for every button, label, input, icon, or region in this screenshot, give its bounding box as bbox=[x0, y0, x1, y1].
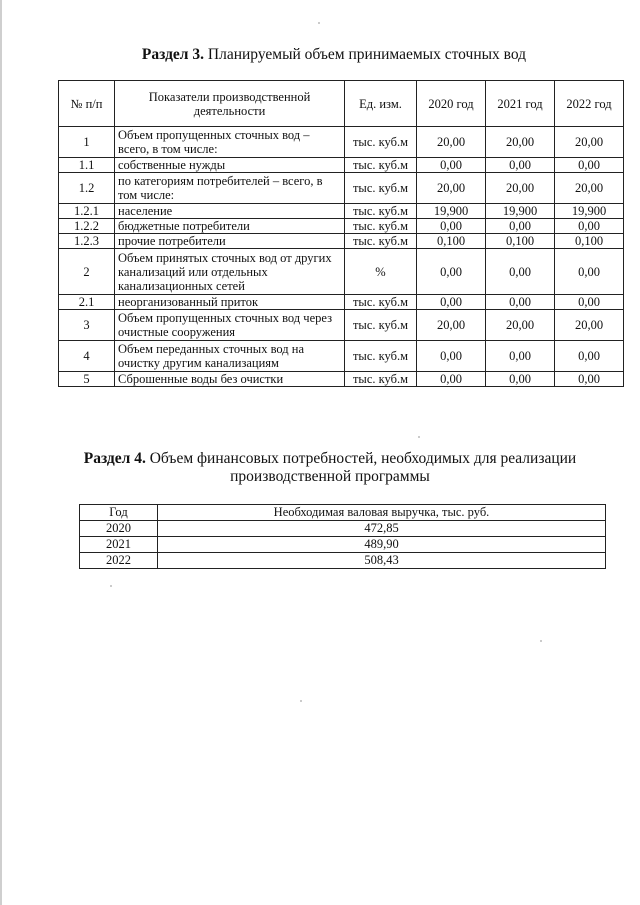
table-cell: по категориям потребителей – всего, в том числе: bbox=[115, 173, 345, 204]
scan-speck bbox=[540, 640, 542, 642]
table-cell: 1.2.1 bbox=[59, 204, 115, 219]
table-row bbox=[59, 219, 624, 234]
table-cell: 20,00 bbox=[555, 310, 624, 341]
header-cell: Показатели производственной деятельности bbox=[115, 81, 345, 127]
table-cell: 1 bbox=[59, 127, 115, 158]
table-cell: 0,00 bbox=[555, 372, 624, 387]
table-cell: 20,00 bbox=[486, 127, 555, 158]
table-cell: тыс. куб.м bbox=[345, 158, 417, 173]
table-cell: Объем пропущенных сточных вод – всего, в том числе: bbox=[115, 127, 345, 158]
section-4-title bbox=[20, 450, 640, 486]
table-cell: % bbox=[345, 249, 417, 295]
header-cell: Ед. изм. bbox=[345, 81, 417, 127]
table-cell: 2 bbox=[59, 249, 115, 295]
table-cell: 0,00 bbox=[486, 249, 555, 295]
table-cell: 0,00 bbox=[555, 295, 624, 310]
table-cell: 0,00 bbox=[555, 341, 624, 372]
table-cell: 508,43 bbox=[158, 553, 606, 569]
header-cell: Необходимая валовая выручка, тыс. руб. bbox=[158, 505, 606, 521]
section-3-title-text: Планируемый объем принимаемых сточных вод bbox=[204, 46, 527, 63]
table-cell: 0,00 bbox=[555, 249, 624, 295]
table-cell: 2021 bbox=[80, 537, 158, 553]
section-4-title-text: Объем финансовых потребностей, необходимых для реализации bbox=[145, 450, 577, 467]
table-row bbox=[80, 521, 606, 537]
table-cell: 0,00 bbox=[486, 219, 555, 234]
table-cell: собственные нужды bbox=[115, 158, 345, 173]
table-cell: неорганизованный приток bbox=[115, 295, 345, 310]
table-cell: 0,00 bbox=[486, 372, 555, 387]
table-cell: 2020 bbox=[80, 521, 158, 537]
table-cell: прочие потребители bbox=[115, 234, 345, 249]
table-cell: тыс. куб.м bbox=[345, 204, 417, 219]
section-3-title-bold: Раздел 3. bbox=[141, 46, 205, 63]
table-cell: 20,00 bbox=[417, 173, 486, 204]
header-cell: 2022 год bbox=[555, 81, 624, 127]
table-cell: 0,100 bbox=[555, 234, 624, 249]
table-cell: тыс. куб.м bbox=[345, 234, 417, 249]
table-cell: 0,00 bbox=[486, 341, 555, 372]
table-row bbox=[59, 234, 624, 249]
table-row bbox=[80, 537, 606, 553]
table-cell: 5 bbox=[59, 372, 115, 387]
section-4-title-bold: Раздел 4. bbox=[83, 450, 146, 467]
table-cell: 19,900 bbox=[417, 204, 486, 219]
table-cell: 0,00 bbox=[486, 295, 555, 310]
scan-speck bbox=[300, 700, 302, 702]
table-cell: Объем принятых сточных вод от других канализаций или отдельных канализационных сетей bbox=[115, 249, 345, 295]
table-cell: 2022 bbox=[80, 553, 158, 569]
table-cell: бюджетные потребители bbox=[115, 219, 345, 234]
table-cell: 0,00 bbox=[486, 158, 555, 173]
table-header-row bbox=[59, 81, 624, 127]
header-cell: № п/п bbox=[59, 81, 115, 127]
table-cell: 4 bbox=[59, 341, 115, 372]
table-header-row bbox=[80, 505, 606, 521]
table-cell: 20,00 bbox=[417, 127, 486, 158]
table-cell: 20,00 bbox=[486, 173, 555, 204]
table-cell: 0,00 bbox=[417, 295, 486, 310]
table-cell: тыс. куб.м bbox=[345, 341, 417, 372]
table-cell: население bbox=[115, 204, 345, 219]
table-row bbox=[59, 295, 624, 310]
table-cell: Объем пропущенных сточных вод через очистные сооружения bbox=[115, 310, 345, 341]
table-cell: Сброшенные воды без очистки bbox=[115, 372, 345, 387]
table-cell: 489,90 bbox=[158, 537, 606, 553]
table-row bbox=[59, 204, 624, 219]
table-row bbox=[59, 249, 624, 295]
table-cell: 0,00 bbox=[417, 249, 486, 295]
header-cell: 2021 год bbox=[486, 81, 555, 127]
table-cell: 20,00 bbox=[486, 310, 555, 341]
table-cell: 1.1 bbox=[59, 158, 115, 173]
table-cell: 19,900 bbox=[486, 204, 555, 219]
table-cell: 20,00 bbox=[417, 310, 486, 341]
table-cell: 1.2.3 bbox=[59, 234, 115, 249]
table-cell: 0,00 bbox=[555, 158, 624, 173]
table-row bbox=[59, 310, 624, 341]
table-cell: тыс. куб.м bbox=[345, 219, 417, 234]
table-row bbox=[59, 127, 624, 158]
table-cell: 0,100 bbox=[417, 234, 486, 249]
table-cell: 1.2 bbox=[59, 173, 115, 204]
scan-speck bbox=[418, 436, 420, 438]
table-row bbox=[59, 341, 624, 372]
scan-speck bbox=[318, 22, 320, 24]
table-cell: 3 bbox=[59, 310, 115, 341]
header-cell: Год bbox=[80, 505, 158, 521]
section-3-table bbox=[58, 80, 624, 387]
table-cell: 20,00 bbox=[555, 127, 624, 158]
table-cell: 0,00 bbox=[417, 372, 486, 387]
table-cell: 0,00 bbox=[417, 219, 486, 234]
table-cell: тыс. куб.м bbox=[345, 310, 417, 341]
table-cell: 472,85 bbox=[158, 521, 606, 537]
section-3-title bbox=[24, 46, 640, 64]
scan-speck bbox=[110, 585, 112, 587]
scan-edge bbox=[0, 0, 2, 905]
table-cell: тыс. куб.м bbox=[345, 295, 417, 310]
section-4-table bbox=[79, 504, 606, 569]
table-cell: 2.1 bbox=[59, 295, 115, 310]
header-cell: 2020 год bbox=[417, 81, 486, 127]
table-row bbox=[59, 173, 624, 204]
section-4-title-line2: производственной программы bbox=[230, 468, 430, 485]
table-cell: тыс. куб.м bbox=[345, 173, 417, 204]
table-row bbox=[80, 553, 606, 569]
table-cell: 19,900 bbox=[555, 204, 624, 219]
table-cell: тыс. куб.м bbox=[345, 127, 417, 158]
table-cell: 1.2.2 bbox=[59, 219, 115, 234]
table-cell: 0,00 bbox=[417, 158, 486, 173]
table-cell: тыс. куб.м bbox=[345, 372, 417, 387]
table-cell: Объем переданных сточных вод на очистку другим канализациям bbox=[115, 341, 345, 372]
table-cell: 0,00 bbox=[417, 341, 486, 372]
table-row bbox=[59, 372, 624, 387]
table-cell: 0,100 bbox=[486, 234, 555, 249]
table-cell: 20,00 bbox=[555, 173, 624, 204]
table-cell: 0,00 bbox=[555, 219, 624, 234]
table-row bbox=[59, 158, 624, 173]
